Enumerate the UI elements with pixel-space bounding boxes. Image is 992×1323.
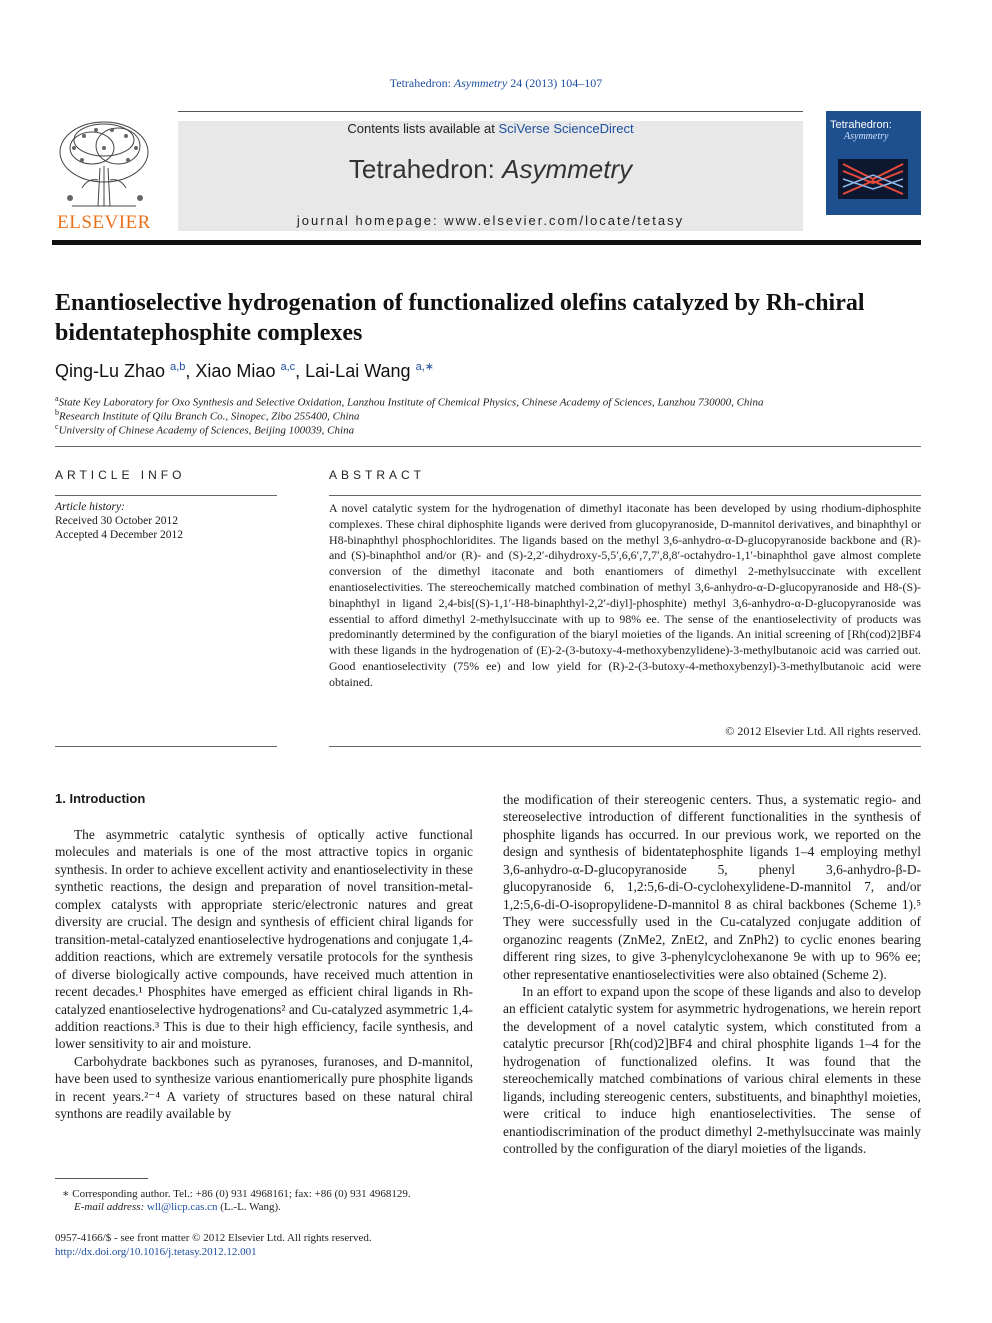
cover-subtitle: Asymmetry [844, 131, 889, 142]
article-history-label: Article history: [55, 501, 125, 513]
journal-homepage: journal homepage: www.elsevier.com/locate/tetasy [296, 213, 685, 228]
header-bottom-rule [52, 240, 921, 245]
affiliation-c: $^c$University of Chinese Academy of Sciences, Beijing 100039, China [55, 422, 355, 437]
homepage-link[interactable]: www.elsevier.com/locate/tetasy [444, 213, 685, 228]
journal-cover-thumbnail[interactable] [826, 111, 921, 230]
issn-line: 0957-4166/$ - see front matter © 2012 Elsevier Ltd. All rights reserved. [55, 1232, 372, 1244]
doi-link[interactable]: http://dx.doi.org/10.1016/j.tetasy.2012.12.001 [55, 1246, 257, 1258]
affiliation-b: $^b$Research Institute of Qilu Branch Co., Sinopec, Zibo 255400, China [55, 408, 360, 423]
article-info-bottom-rule [55, 746, 277, 747]
email-note: E-mail address: wll@licp.cas.cn (L.-L. Wang). [74, 1201, 281, 1213]
author-3[interactable]: Lai-Lai Wang $^{a,∗}$ [305, 361, 434, 381]
body-column-left [55, 826, 473, 1123]
accepted-date: Accepted 4 December 2012 [55, 529, 184, 541]
contents-line: Contents lists available at SciVerse ScienceDirect [347, 121, 634, 136]
abstract-heading: ABSTRACT [329, 468, 426, 482]
body-paragraph: In an effort to expand upon the scope of these ligands and also to develop an efficient catalytic system for asymmetric hydrogenations, we herein report the development of a novel catalytic system, which constituted from a catalytic precursor [Rh(cod)2]BF4 and chiral phosphite ligands 1–4 for the hydrogenation of functionalized olefins. It was found that the stereochemically matched combinations of various chiral elements in these ligands, including stereogenic centers, substituents, and binaphthyl moieties, were critical to induce high enantioselectivities. The sense of enantiodiscrimination of the product dimethyl 2-methylsuccinate was mainly controlled by the configuration of the diaryl moieties of the ligands. [503, 983, 921, 1157]
article-info-heading: ARTICLE INFO [55, 468, 186, 482]
sciencedirect-link[interactable]: SciVerse ScienceDirect [498, 121, 634, 136]
article-info-rule [55, 495, 277, 496]
abstract-text: A novel catalytic system for the hydrogenation of dimethyl itaconate has been developed by using rhodium-diphosphite complexes. These chiral diphosphite ligands were derived from glucopyranoside, D-mannitol derivatives, and binaphthyl or H8-binaphthyl phosphochloridites. The ligands based on the methyl 3,6-anhydro-α-D-glucopyranoside backbone and (R)- and (S)-binaphthol and/or (R)- and (S)-2,2′-dihydroxy-5,5′,6,6′,7,7′,8,8′-octahydro-1,1′-binaphthol gave almost complete conversion of the dimethyl itaconate and both enantiomers of dimethyl 2-methylsuccinate with excellent enantioselectivities. The stereochemically matched combination of methyl 3,6-anhydro-α-D-glucopyranoside and H8-(S)-binaphthyl in ligand 2,4-bis[(S)-1,1′-H8-binaphthyl-2,2′-diyl]-phosphite) methyl 3,6-anhydro-α-D-glucopyranoside was essential to afford dimethyl 2-methylsuccinate with up to 98% ee. The sense of the enantioselectivity of products was predominantly determined by the configuration of the biaryl moieties of the ligands. An initial screening of [Rh(cod)2]BF4 with these ligands in the hydrogenation of (E)-2-(3-butoxy-4-methoxybenzylidene)-3-methylbutanoic acid was carried out. Good enantioselectivity (75% ee) and low yield for (R)-2-(3-butoxy-4-methoxybenzyl)-3-methylbutanoic acid were obtained. [329, 501, 921, 689]
journal-reference[interactable]: Tetrahedron: Asymmetry 24 (2013) 104–107 [389, 76, 603, 90]
affiliations-rule [55, 446, 921, 447]
body-paragraph: The asymmetric catalytic synthesis of optically active functional molecules and materials is one of the most attractive topics in organic synthesis. In order to achieve excellent activity and enantioselectivity in these synthetic reactions, the design and preparation of novel transition-metal-complex catalysts with appropriate steric/electronic natures and great diversity are crucial. The design and synthesis of efficient chiral ligands for transition-metal-catalyzed enantioselective hydrogenations and conjugate 1,4-addition reactions, which are extremely versatile protocols for the synthesis of diverse biologically active compounds, have received much attention in recent decades.¹ Phosphites have emerged as efficient chiral ligands in Rh-catalyzed enantioselective hydrogenations² and Cu-catalyzed asymmetric 1,4-addition reactions.³ This is due to their high efficiency, facile synthesis, and lower sensitivity to air and moisture. [55, 827, 473, 1052]
section-heading-introduction: 1. Introduction [55, 791, 146, 806]
author-list: Qing-Lu Zhao $^{a,b}$, Xiao Miao $^{a,c}$, Lai-Lai Wang $^{a,∗}$ [55, 361, 434, 381]
body-paragraph: the modification of their stereogenic centers. Thus, a systematic regio- and stereoselective introduction of different functionalities in the synthesis of phosphite ligands has occurred. In our previous work, we reported on the design and synthesis of bidentatephosphite ligands 1–4 employing methyl 3,6-anhydro-α-D-glucopyranoside 5, phenyl 3,6-anhydro-β-D-glucopyranoside 6, 1,2:5,6-di-O-cyclohexylidene-D-mannitol 7, and/or 1,2:5,6-di-O-isopropylidene-D-mannitol 8 as chiral backbones (Scheme 1).⁵ They were successfully used in the Cu-catalyzed conjugate addition of organozinc reagents (ZnMe2, ZnEt2, and ZnPh2) to cyclic enones bearing different ring sizes, to give 3-phenylcyclohexanone 9e with up to 96% ee; other representative enantioselectivities were also obtained (Scheme 2). [503, 792, 921, 982]
cover-artwork-icon [838, 159, 908, 199]
footnote-rule [55, 1178, 148, 1179]
journal-title: Tetrahedron: Asymmetry [348, 154, 633, 184]
body-column-right [503, 791, 921, 1158]
cover-title: Tetrahedron: [830, 119, 892, 131]
abstract-rule [329, 495, 921, 496]
corresponding-author-note: ∗ Corresponding author. Tel.: +86 (0) 931 4968161; fax: +86 (0) 931 4968129. [62, 1188, 411, 1200]
publisher-logo-text: ELSEVIER [57, 212, 151, 233]
received-date: Received 30 October 2012 [55, 515, 178, 527]
author-1[interactable]: Qing-Lu Zhao $^{a,b}$ [55, 361, 186, 381]
abstract-bottom-rule [329, 746, 921, 747]
abstract-copyright: © 2012 Elsevier Ltd. All rights reserved. [725, 724, 921, 738]
email-link[interactable]: wll@licp.cas.cn [146, 1201, 218, 1213]
header-top-rule [178, 111, 803, 112]
author-2[interactable]: Xiao Miao $^{a,c}$ [195, 361, 296, 381]
cover-footer-strip [826, 215, 921, 230]
body-paragraph: Carbohydrate backbones such as pyranoses, furanoses, and D-mannitol, have been used to synthesize various enantiomerically pure phosphite ligands in recent years.²⁻⁴ A variety of structures based on these natural chiral synthons are readily available by [55, 1053, 473, 1122]
article-title: Enantioselective hydrogenation of functionalized olefins catalyzed by Rh-chiral bidentatephosphite complexes [55, 290, 865, 346]
affiliation-a: $^a$State Key Laboratory for Oxo Synthesis and Selective Oxidation, Lanzhou Institute of Chemical Physics, Chinese Academy of Sciences, Lanzhou 730000, China [55, 394, 764, 409]
